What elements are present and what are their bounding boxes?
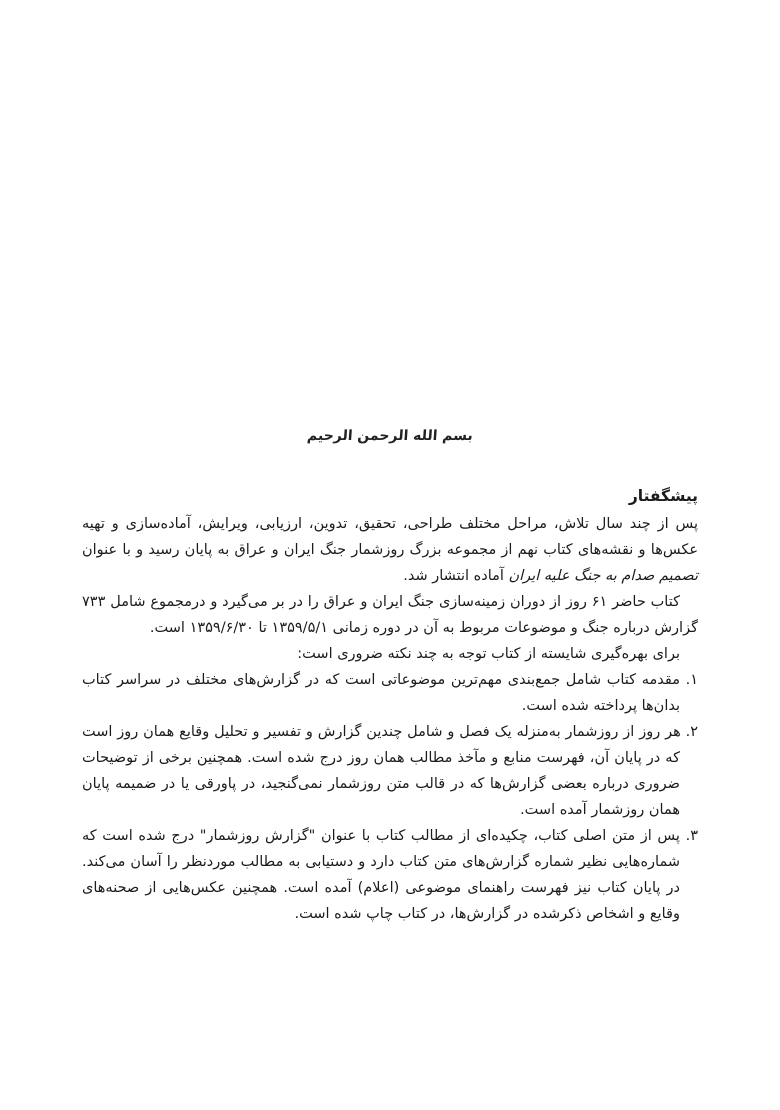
paragraph-intro-end: آماده انتشار شد.: [403, 568, 509, 584]
bismillah-text: بسم الله الرحمن الرحیم: [306, 428, 474, 444]
book-title-italic: تصمیم صدام به جنگ علیه ایران: [508, 568, 698, 584]
preface-heading: پیشگفتار: [628, 487, 698, 505]
list-item: [82, 719, 698, 823]
preface-content: [82, 483, 698, 927]
list-item-number: ۱.: [679, 672, 698, 688]
list-item-text: هر روز از روزشمار به‌منزله یک فصل و شامل چندین گزارش و تفسیر و تحلیل وقایع همان روز است که در پایان آن، فهرست منابع و مآخذ مطالب همان روز درج شده است. همچنین برخی از توضیحات ضروری درباره بعضی گزارش‌ها که در قالب متن روزشمار نمی‌گنجید، در پاورقی یا در ضمیمه پایان همان روزشمار آمده است.: [82, 724, 681, 818]
paragraph-intro-text: پس از چند سال تلاش، مراحل مختلف طراحی، تحقیق، تدوین، ارزیابی، ویرایش، آماده‌سازی و تهیه عکس‌ها و نقشه‌های کتاب نهم از مجموعه بزرگ روزشمار جنگ ایران و عراق به پایان رسید و با عنوان: [82, 516, 698, 558]
list-item: [82, 667, 698, 719]
paragraph-intro: [82, 511, 698, 589]
list-item-text: پس از متن اصلی کتاب، چکیده‌ای از مطالب کتاب با عنوان "گزارش روزشمار" درج شده است که شماره‌هایی نظیر شماره گزارش‌های متن کتاب دارد و دستیابی به مطالب موردنظر را آسان می‌کند. در پایان کتاب نیز فهرست راهنمای موضوعی (اعلام) آمده است. همچنین عکس‌هایی از صحنه‌های وقایع و اشخاص ذکرشده در گزارش‌ها، در کتاب چاپ شده است.: [82, 828, 680, 922]
list-item-number: ۳.: [679, 828, 698, 844]
list-item-number: ۲.: [680, 724, 699, 740]
list-item-text: مقدمه کتاب شامل جمع‌بندی مهم‌ترین موضوعاتی است که در گزارش‌های مختلف در سراسر کتاب بدان‌ها پرداخته شده است.: [82, 672, 680, 714]
paragraph-scope: کتاب حاضر ۶۱ روز از دوران زمینه‌سازی جنگ ایران و عراق را در بر می‌گیرد و درمجموع شامل ۷۳۳ گزارش درباره جنگ و موضوعات مربوط به آن در دوره زمانی ۱۳۵۹/۵/۱ تا ۱۳۵۹/۶/۳۰ است.: [82, 594, 698, 636]
numbered-notes-list: [82, 667, 698, 927]
list-item: [82, 823, 698, 927]
paragraph-notes-lead: برای بهره‌گیری شایسته از کتاب توجه به چند نکته ضروری است:: [297, 646, 680, 662]
bismillah-calligraphy: [0, 425, 780, 446]
